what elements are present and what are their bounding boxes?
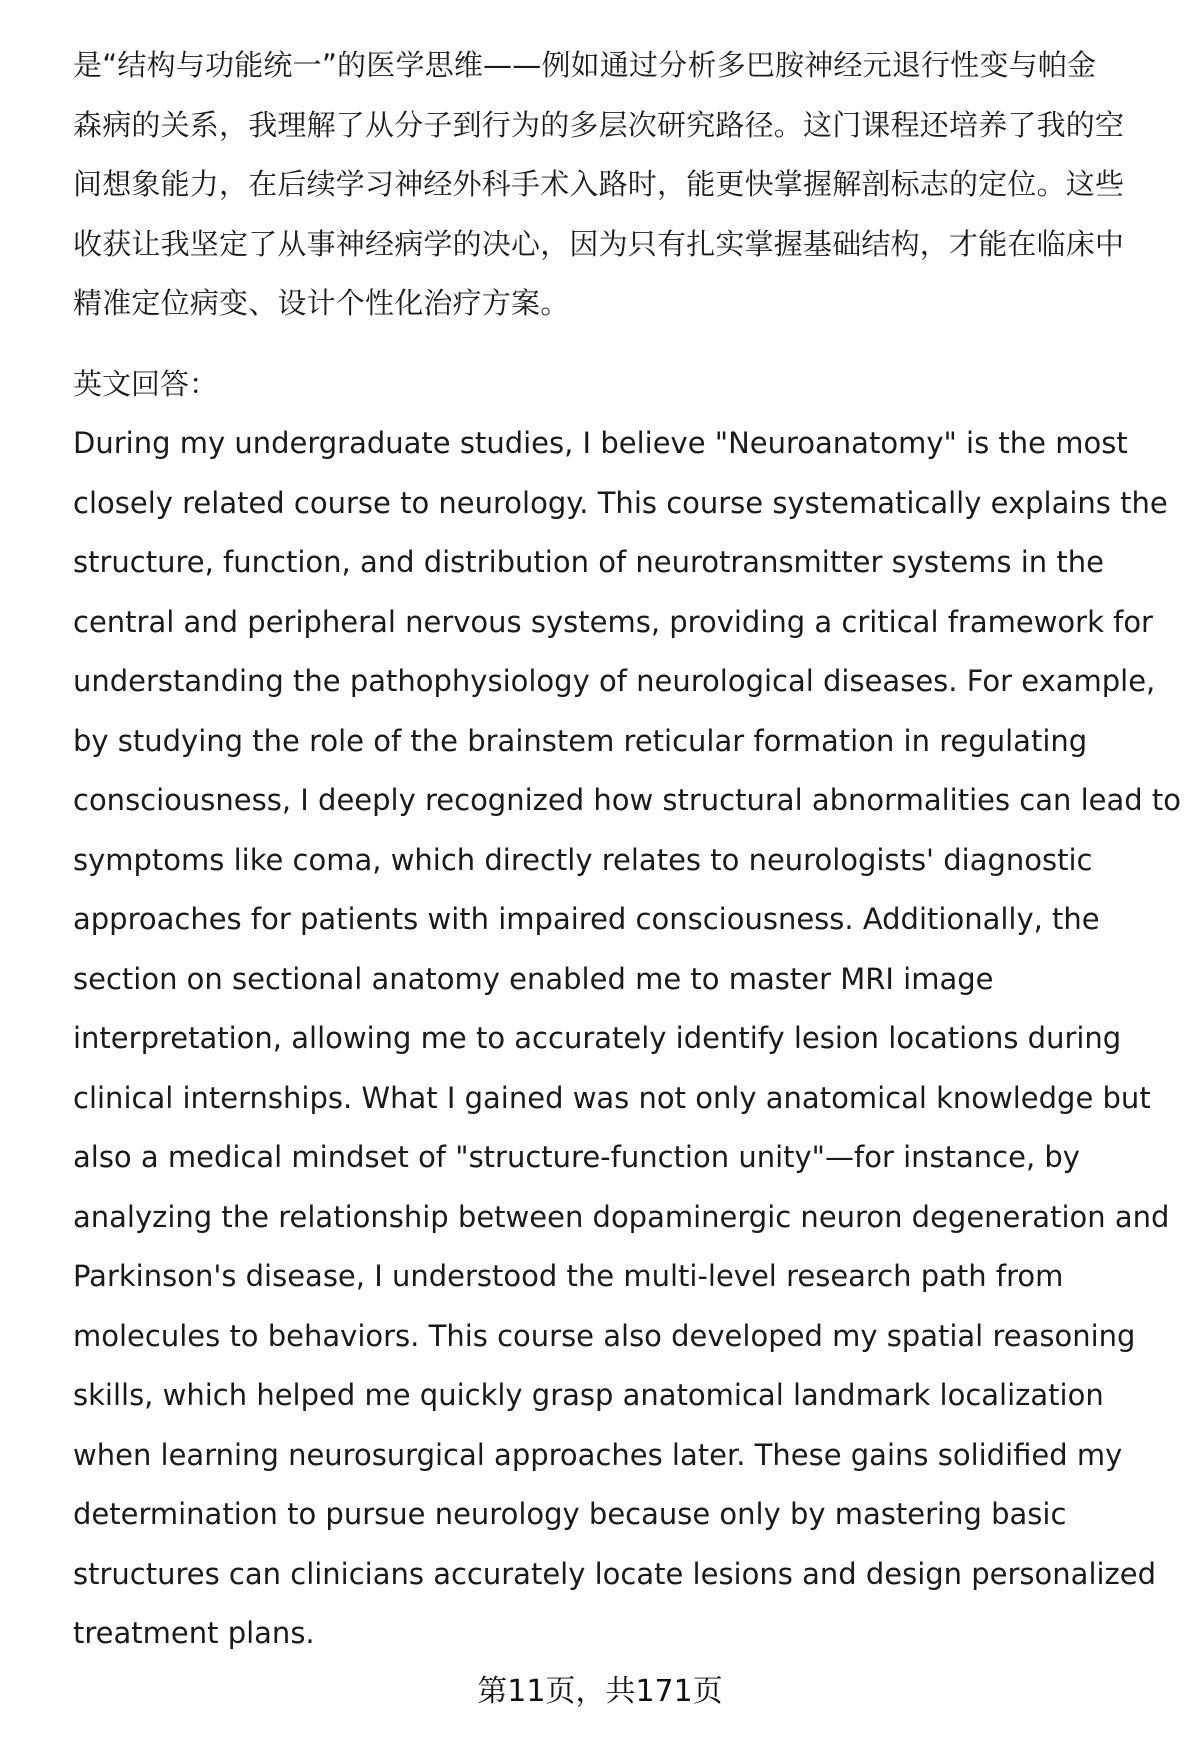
text-line: understanding the pathophysiology of neurological diseases. For example, bbox=[73, 664, 1156, 698]
text-line: During my undergraduate studies, I believe "Neuroanatomy" is the most bbox=[73, 426, 1128, 460]
text-line: 精准定位病变、设计个性化治疗方案。 bbox=[73, 286, 570, 320]
text-line: determination to pursue neurology because only by mastering basic bbox=[73, 1497, 1067, 1531]
text-line: clinical internships. What I gained was not only anatomical knowledge but bbox=[73, 1080, 1151, 1115]
text-line: also a medical mindset of "structure-function unity"—for instance, by bbox=[73, 1140, 1080, 1174]
text-line: 收获让我坚定了从事神经病学的决心，因为只有扎实掌握基础结构，才能在临床中 bbox=[73, 226, 1125, 261]
text-line: structure, function, and distribution of neurotransmitter systems in the bbox=[73, 545, 1105, 579]
text-line: structures can clinicians accurately locate lesions and design personalized bbox=[73, 1556, 1157, 1591]
text-line: analyzing the relationship between dopaminergic neuron degeneration and bbox=[73, 1199, 1170, 1234]
text-line: approaches for patients with impaired consciousness. Additionally, the bbox=[73, 902, 1100, 936]
text-line: section on sectional anatomy enabled me to master MRI image bbox=[73, 961, 994, 996]
text-line: symptoms like coma, which directly relates to neurologists' diagnostic bbox=[73, 842, 1093, 877]
text-line: by studying the role of the brainstem reticular formation in regulating bbox=[73, 723, 1088, 758]
english-answer-paragraph bbox=[73, 414, 1182, 1664]
text-line: consciousness, I deeply recognized how structural abnormalities can lead to bbox=[73, 783, 1182, 817]
chinese-answer-paragraph bbox=[73, 36, 1153, 334]
text-line: 间想象能力，在后续学习神经外科手术入路时，能更快掌握解剖标志的定位。这些 bbox=[73, 167, 1125, 201]
text-line: Parkinson's disease, I understood the multi-level research path from bbox=[73, 1259, 1064, 1293]
text-line: skills, which helped me quickly grasp anatomical landmark localization bbox=[73, 1378, 1104, 1412]
text-line: when learning neurosurgical approaches later. These gains solidified my bbox=[73, 1437, 1123, 1472]
text-line: 是“结构与功能统一”的医学思维——例如通过分析多巴胺神经元退行性变与帕金 bbox=[73, 48, 1097, 82]
text-line: treatment plans. bbox=[73, 1616, 315, 1650]
text-line: closely related course to neurology. This course systematically explains the bbox=[73, 485, 1168, 520]
page-content bbox=[73, 36, 1182, 1664]
text-line: molecules to behaviors. This course also developed my spatial reasoning bbox=[73, 1318, 1136, 1353]
page-number-footer: 第11页，共171页 bbox=[477, 1674, 723, 1709]
text-line: central and peripheral nervous systems, providing a critical framework for bbox=[73, 604, 1153, 639]
text-line: interpretation, allowing me to accurately identify lesion locations during bbox=[73, 1021, 1122, 1055]
text-line: 森病的关系，我理解了从分子到行为的多层次研究路径。这门课程还培养了我的空 bbox=[73, 107, 1125, 142]
english-answer-label: 英文回答： bbox=[73, 366, 219, 401]
